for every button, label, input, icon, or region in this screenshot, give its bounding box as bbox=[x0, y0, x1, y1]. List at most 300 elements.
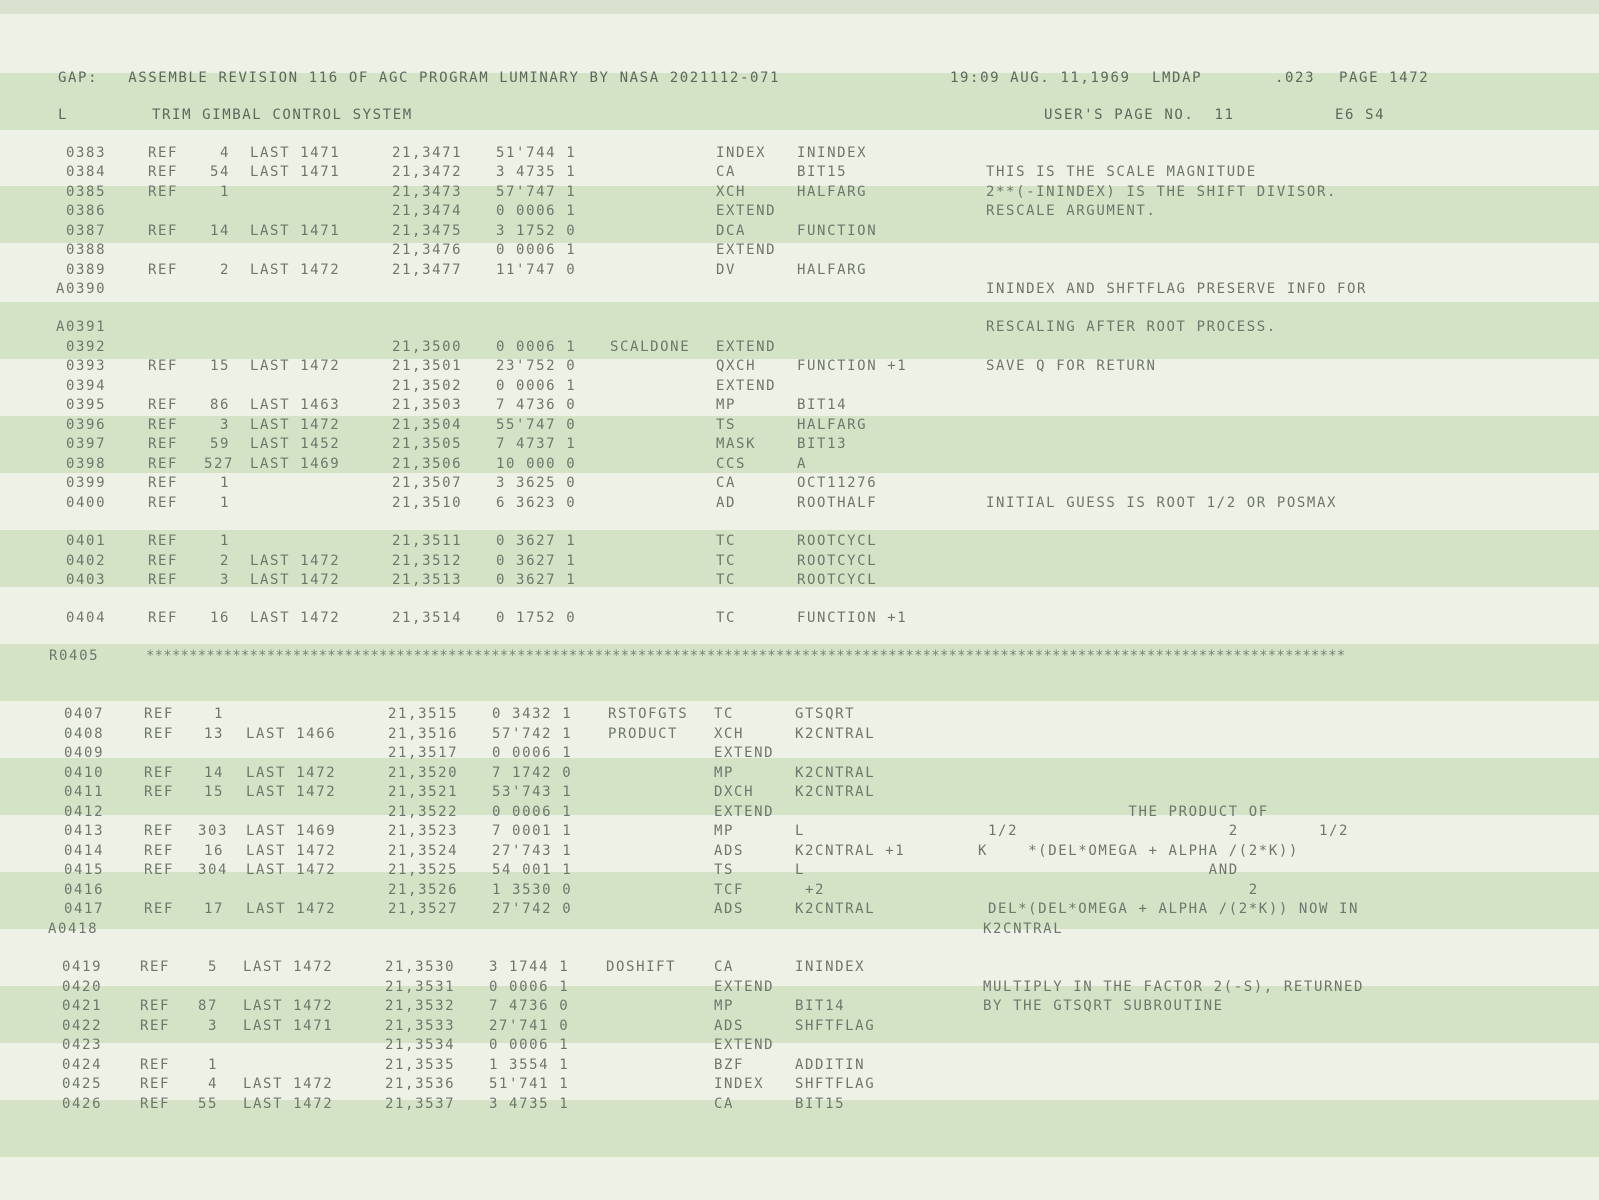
last-ref: LAST 1471 bbox=[250, 164, 341, 180]
operand: BIT15 bbox=[797, 164, 848, 180]
opcode: DV bbox=[716, 261, 737, 278]
memory-address: 21,3473 bbox=[392, 183, 463, 200]
last-ref: LAST 1472 bbox=[246, 764, 337, 781]
listing-row bbox=[0, 861, 1599, 881]
asterisk-separator: ******************************************************************************************************************************************* bbox=[146, 648, 1346, 664]
section-title: TRIM GIMBAL CONTROL SYSTEM bbox=[152, 107, 413, 123]
listing-row bbox=[0, 705, 1599, 725]
line-number: 0424 bbox=[62, 1056, 103, 1073]
opcode: EXTEND bbox=[716, 203, 777, 219]
memory-address: 21,3472 bbox=[392, 164, 463, 180]
memory-address: 21,3474 bbox=[392, 203, 463, 219]
listing-row bbox=[0, 532, 1599, 552]
ref-keyword: REF bbox=[144, 764, 175, 781]
opcode: EXTEND bbox=[714, 1037, 775, 1053]
opcode: MP bbox=[714, 764, 735, 781]
octal-code: 51'741 1 bbox=[489, 1076, 570, 1092]
octal-code: 0 0006 1 bbox=[492, 803, 573, 820]
operand: BIT14 bbox=[795, 998, 846, 1014]
line-number: 0384 bbox=[66, 164, 107, 180]
listing-row bbox=[0, 1056, 1599, 1076]
ref-keyword: REF bbox=[144, 901, 175, 917]
opcode: TC bbox=[714, 706, 735, 722]
operand: BIT15 bbox=[795, 1095, 846, 1112]
line-number: 0392 bbox=[66, 338, 107, 355]
opcode: AD bbox=[716, 494, 737, 511]
ref-count: 303 bbox=[198, 823, 229, 839]
memory-address: 21,3517 bbox=[388, 745, 459, 761]
operand: +2 bbox=[795, 881, 826, 898]
ref-count: 5 bbox=[207, 959, 218, 975]
last-ref: LAST 1469 bbox=[250, 455, 341, 472]
ref-keyword: REF bbox=[148, 358, 179, 374]
line-number: 0402 bbox=[66, 552, 107, 569]
ref-count: 1 bbox=[219, 494, 230, 511]
operand: A bbox=[797, 455, 808, 472]
ref-count: 15 bbox=[203, 784, 224, 800]
memory-address: 21,3532 bbox=[385, 998, 456, 1014]
memory-address: 21,3510 bbox=[392, 494, 463, 511]
line-number: 0426 bbox=[62, 1095, 103, 1112]
comment: K *(DEL*OMEGA + ALPHA /(2*K)) bbox=[978, 842, 1299, 859]
listing-row bbox=[0, 435, 1599, 455]
listing-row bbox=[0, 552, 1599, 572]
opcode: CA bbox=[714, 1095, 735, 1112]
line-number: 0421 bbox=[62, 998, 103, 1014]
operand: SHFTFLAG bbox=[795, 1017, 876, 1034]
operand: ROOTCYCL bbox=[797, 552, 878, 569]
ref-keyword: REF bbox=[144, 842, 175, 859]
memory-address: 21,3522 bbox=[388, 803, 459, 820]
line-number: 0399 bbox=[66, 475, 107, 491]
page-number: PAGE 1472 bbox=[1339, 70, 1430, 86]
memory-address: 21,3521 bbox=[388, 784, 459, 800]
listing-row bbox=[0, 357, 1599, 377]
revision-code: E6 S4 bbox=[1335, 107, 1386, 123]
octal-code: 0 0006 1 bbox=[496, 377, 577, 394]
ref-keyword: REF bbox=[148, 494, 179, 511]
last-ref: LAST 1472 bbox=[246, 901, 337, 917]
line-number: 0398 bbox=[66, 455, 107, 472]
listing-row bbox=[0, 261, 1599, 281]
line-number: 0386 bbox=[66, 203, 107, 219]
line-number: 0420 bbox=[62, 978, 103, 995]
operand: K2CNTRAL bbox=[795, 784, 876, 800]
octal-code: 0 3627 1 bbox=[496, 552, 577, 569]
listing-row bbox=[0, 1095, 1599, 1115]
last-ref: LAST 1472 bbox=[246, 862, 337, 878]
ref-keyword: REF bbox=[148, 533, 179, 549]
ref-count: 13 bbox=[203, 725, 224, 742]
octal-code: 0 3627 1 bbox=[496, 572, 577, 588]
octal-code: 0 0006 1 bbox=[492, 745, 573, 761]
ref-count: 17 bbox=[203, 901, 224, 917]
line-number: 0425 bbox=[62, 1076, 103, 1092]
memory-address: 21,3537 bbox=[385, 1095, 456, 1112]
comment: RESCALING AFTER ROOT PROCESS. bbox=[986, 319, 1277, 335]
operand: ININDEX bbox=[795, 959, 866, 975]
comment: 1/2 2 1/2 bbox=[978, 823, 1350, 839]
ref-keyword: REF bbox=[144, 706, 175, 722]
ref-count: 59 bbox=[209, 436, 230, 452]
comment: INITIAL GUESS IS ROOT 1/2 OR POSMAX bbox=[986, 494, 1338, 511]
ref-keyword: REF bbox=[148, 183, 179, 200]
listing-row bbox=[0, 222, 1599, 242]
line-number: 0394 bbox=[66, 377, 107, 394]
line-number: 0385 bbox=[66, 183, 107, 200]
operand: ROOTCYCL bbox=[797, 572, 878, 588]
comment: ININDEX AND SHFTFLAG PRESERVE INFO FOR bbox=[986, 281, 1368, 297]
line-number: 0411 bbox=[64, 784, 105, 800]
ref-keyword: REF bbox=[140, 1017, 171, 1034]
ref-count: 14 bbox=[209, 222, 230, 239]
line-number: 0409 bbox=[64, 745, 105, 761]
opcode: INDEX bbox=[716, 144, 767, 161]
program-code: .023 bbox=[1275, 70, 1316, 86]
opcode: CA bbox=[716, 164, 737, 180]
listing-row bbox=[0, 1017, 1599, 1037]
octal-code: 54 001 1 bbox=[492, 862, 573, 878]
ref-count: 3 bbox=[219, 416, 230, 433]
listing-header bbox=[0, 69, 1599, 89]
listing-row bbox=[0, 377, 1599, 397]
opcode: XCH bbox=[716, 183, 747, 200]
octal-code: 7 4736 0 bbox=[489, 998, 570, 1014]
listing-row bbox=[0, 280, 1599, 300]
octal-code: 1 3530 0 bbox=[492, 881, 573, 898]
octal-code: 3 4735 1 bbox=[489, 1095, 570, 1112]
memory-address: 21,3536 bbox=[385, 1076, 456, 1092]
line-number: 0414 bbox=[64, 842, 105, 859]
line-number: R0405 bbox=[49, 648, 100, 664]
line-number: 0388 bbox=[66, 242, 107, 258]
operand: FUNCTION bbox=[797, 222, 878, 239]
line-number: A0391 bbox=[56, 319, 107, 335]
line-number: 0396 bbox=[66, 416, 107, 433]
operand: GTSQRT bbox=[795, 706, 856, 722]
memory-address: 21,3501 bbox=[392, 358, 463, 374]
ref-count: 527 bbox=[204, 455, 235, 472]
memory-address: 21,3534 bbox=[385, 1037, 456, 1053]
memory-address: 21,3476 bbox=[392, 242, 463, 258]
listing-row bbox=[0, 609, 1599, 629]
comment: K2CNTRAL bbox=[983, 920, 1064, 937]
comment: RESCALE ARGUMENT. bbox=[986, 203, 1157, 219]
opcode: TS bbox=[714, 862, 735, 878]
listing-row bbox=[0, 920, 1599, 940]
ref-count: 304 bbox=[198, 862, 229, 878]
ref-keyword: REF bbox=[148, 436, 179, 452]
line-number: 0400 bbox=[66, 494, 107, 511]
opcode: XCH bbox=[714, 725, 745, 742]
ref-count: 1 bbox=[207, 1056, 218, 1073]
listing-row bbox=[0, 822, 1599, 842]
last-ref: LAST 1472 bbox=[246, 784, 337, 800]
line-number: 0423 bbox=[62, 1037, 103, 1053]
listing-row bbox=[0, 396, 1599, 416]
last-ref: LAST 1472 bbox=[243, 998, 334, 1014]
opcode: EXTEND bbox=[716, 338, 777, 355]
symbol-label: PRODUCT bbox=[608, 725, 679, 742]
line-number: 0393 bbox=[66, 358, 107, 374]
operand: BIT14 bbox=[797, 397, 848, 413]
line-number: 0397 bbox=[66, 436, 107, 452]
assembly-title: GAP: ASSEMBLE REVISION 116 OF AGC PROGRAM LUMINARY BY NASA 2021112-071 bbox=[58, 70, 781, 86]
ref-count: 16 bbox=[209, 610, 230, 626]
octal-code: 27'742 0 bbox=[492, 901, 573, 917]
listing-row bbox=[0, 241, 1599, 261]
ref-count: 4 bbox=[219, 144, 230, 161]
operand: BIT13 bbox=[797, 436, 848, 452]
ref-count: 1 bbox=[213, 706, 224, 722]
line-number: 0387 bbox=[66, 222, 107, 239]
opcode: DCA bbox=[716, 222, 747, 239]
opcode: TS bbox=[716, 416, 737, 433]
operand: OCT11276 bbox=[797, 475, 878, 491]
last-ref: LAST 1472 bbox=[246, 842, 337, 859]
opcode: CA bbox=[716, 475, 737, 491]
ref-count: 1 bbox=[219, 475, 230, 491]
ref-keyword: REF bbox=[148, 416, 179, 433]
memory-address: 21,3505 bbox=[392, 436, 463, 452]
opcode: TC bbox=[716, 552, 737, 569]
operand: FUNCTION +1 bbox=[797, 610, 908, 626]
memory-address: 21,3535 bbox=[385, 1056, 456, 1073]
octal-code: 0 3627 1 bbox=[496, 533, 577, 549]
line-number: 0407 bbox=[64, 706, 105, 722]
memory-address: 21,3525 bbox=[388, 862, 459, 878]
ref-count: 14 bbox=[203, 764, 224, 781]
opcode: MASK bbox=[716, 436, 757, 452]
line-number: 0389 bbox=[66, 261, 107, 278]
listing-row bbox=[0, 494, 1599, 514]
memory-address: 21,3520 bbox=[388, 764, 459, 781]
last-ref: LAST 1472 bbox=[243, 959, 334, 975]
listing-row bbox=[0, 163, 1599, 183]
octal-code: 7 0001 1 bbox=[492, 823, 573, 839]
operand: ADDITIN bbox=[795, 1056, 866, 1073]
operand: L bbox=[795, 862, 806, 878]
opcode: DXCH bbox=[714, 784, 755, 800]
line-number: 0419 bbox=[62, 959, 103, 975]
memory-address: 21,3515 bbox=[388, 706, 459, 722]
operand: ROOTCYCL bbox=[797, 533, 878, 549]
opcode: CA bbox=[714, 959, 735, 975]
listing-row bbox=[0, 318, 1599, 338]
line-number: 0413 bbox=[64, 823, 105, 839]
ref-keyword: REF bbox=[140, 959, 171, 975]
opcode: MP bbox=[716, 397, 737, 413]
comment: THE PRODUCT OF bbox=[978, 803, 1269, 820]
octal-code: 27'741 0 bbox=[489, 1017, 570, 1034]
operand: K2CNTRAL bbox=[795, 725, 876, 742]
opcode: MP bbox=[714, 998, 735, 1014]
ref-count: 3 bbox=[219, 572, 230, 588]
comment: BY THE GTSQRT SUBROUTINE bbox=[983, 998, 1224, 1014]
memory-address: 21,3533 bbox=[385, 1017, 456, 1034]
octal-code: 3 1744 1 bbox=[489, 959, 570, 975]
last-ref: LAST 1471 bbox=[250, 144, 341, 161]
octal-code: 27'743 1 bbox=[492, 842, 573, 859]
ref-keyword: REF bbox=[148, 261, 179, 278]
line-number: 0415 bbox=[64, 862, 105, 878]
comment: 2 bbox=[978, 881, 1259, 898]
listing-row bbox=[0, 725, 1599, 745]
memory-address: 21,3475 bbox=[392, 222, 463, 239]
line-number: 0416 bbox=[64, 881, 105, 898]
comment: THIS IS THE SCALE MAGNITUDE bbox=[986, 164, 1257, 180]
memory-address: 21,3512 bbox=[392, 552, 463, 569]
last-ref: LAST 1472 bbox=[250, 552, 341, 569]
symbol-label: DOSHIFT bbox=[606, 959, 677, 975]
ref-count: 86 bbox=[209, 397, 230, 413]
ref-keyword: REF bbox=[148, 572, 179, 588]
last-ref: LAST 1452 bbox=[250, 436, 341, 452]
octal-code: 3 4735 1 bbox=[496, 164, 577, 180]
listing-row bbox=[0, 803, 1599, 823]
last-ref: LAST 1471 bbox=[250, 222, 341, 239]
separator-row bbox=[0, 647, 1599, 667]
opcode: EXTEND bbox=[714, 803, 775, 820]
symbol-label: SCALDONE bbox=[610, 338, 691, 355]
memory-address: 21,3524 bbox=[388, 842, 459, 859]
opcode: INDEX bbox=[714, 1076, 765, 1092]
listing-row bbox=[0, 416, 1599, 436]
opcode: ADS bbox=[714, 901, 745, 917]
octal-code: 0 0006 1 bbox=[489, 1037, 570, 1053]
memory-address: 21,3503 bbox=[392, 397, 463, 413]
opcode: TC bbox=[716, 572, 737, 588]
ref-keyword: REF bbox=[140, 1056, 171, 1073]
ref-count: 4 bbox=[207, 1076, 218, 1092]
ref-count: 16 bbox=[203, 842, 224, 859]
listing-subheader bbox=[0, 106, 1599, 126]
listing-row bbox=[0, 842, 1599, 862]
ref-count: 2 bbox=[219, 552, 230, 569]
operand: K2CNTRAL bbox=[795, 901, 876, 917]
operand: HALFARG bbox=[797, 416, 868, 433]
last-ref: LAST 1472 bbox=[250, 416, 341, 433]
last-ref: LAST 1472 bbox=[250, 572, 341, 588]
octal-code: 6 3623 0 bbox=[496, 494, 577, 511]
memory-address: 21,3526 bbox=[388, 881, 459, 898]
opcode: EXTEND bbox=[714, 745, 775, 761]
line-number: 0417 bbox=[64, 901, 105, 917]
octal-code: 7 4736 0 bbox=[496, 397, 577, 413]
memory-address: 21,3513 bbox=[392, 572, 463, 588]
ref-keyword: REF bbox=[148, 552, 179, 569]
line-number: 0408 bbox=[64, 725, 105, 742]
memory-address: 21,3500 bbox=[392, 338, 463, 355]
last-ref: LAST 1466 bbox=[246, 725, 337, 742]
section-marker: L bbox=[58, 107, 69, 123]
comment: DEL*(DEL*OMEGA + ALPHA /(2*K)) NOW IN bbox=[978, 901, 1360, 917]
last-ref: LAST 1472 bbox=[243, 1076, 334, 1092]
last-ref: LAST 1472 bbox=[243, 1095, 334, 1112]
opcode: EXTEND bbox=[716, 377, 777, 394]
line-number: 0412 bbox=[64, 803, 105, 820]
operand: K2CNTRAL bbox=[795, 764, 876, 781]
ref-count: 55 bbox=[197, 1095, 218, 1112]
last-ref: LAST 1472 bbox=[250, 358, 341, 374]
comment: MULTIPLY IN THE FACTOR 2(-S), RETURNED bbox=[983, 978, 1365, 995]
line-number: 0401 bbox=[66, 533, 107, 549]
octal-code: 0 0006 1 bbox=[489, 978, 570, 995]
memory-address: 21,3514 bbox=[392, 610, 463, 626]
octal-code: 11'747 0 bbox=[496, 261, 577, 278]
memory-address: 21,3507 bbox=[392, 475, 463, 491]
user-page-number: USER'S PAGE NO. 11 bbox=[1044, 107, 1235, 123]
opcode: TCF bbox=[714, 881, 745, 898]
listing-row bbox=[0, 202, 1599, 222]
memory-address: 21,3502 bbox=[392, 377, 463, 394]
operand: HALFARG bbox=[797, 261, 868, 278]
last-ref: LAST 1469 bbox=[246, 823, 337, 839]
line-number: 0383 bbox=[66, 144, 107, 161]
opcode: QXCH bbox=[716, 358, 757, 374]
octal-code: 1 3554 1 bbox=[489, 1056, 570, 1073]
octal-code: 57'742 1 bbox=[492, 725, 573, 742]
listing-row bbox=[0, 571, 1599, 591]
octal-code: 0 0006 1 bbox=[496, 203, 577, 219]
opcode: ADS bbox=[714, 842, 745, 859]
listing-row bbox=[0, 1075, 1599, 1095]
print-timestamp: 19:09 AUG. 11,1969 bbox=[950, 70, 1131, 86]
octal-code: 0 1752 0 bbox=[496, 610, 577, 626]
memory-address: 21,3530 bbox=[385, 959, 456, 975]
ref-keyword: REF bbox=[148, 397, 179, 413]
listing-row bbox=[0, 144, 1599, 164]
octal-code: 3 1752 0 bbox=[496, 222, 577, 239]
operand: ROOTHALF bbox=[797, 494, 878, 511]
operand: ININDEX bbox=[797, 144, 868, 161]
memory-address: 21,3511 bbox=[392, 533, 463, 549]
ref-keyword: REF bbox=[148, 455, 179, 472]
listing-row bbox=[0, 958, 1599, 978]
memory-address: 21,3527 bbox=[388, 901, 459, 917]
listing-row bbox=[0, 183, 1599, 203]
line-number: A0390 bbox=[56, 281, 107, 297]
operand: HALFARG bbox=[797, 183, 868, 200]
listing-row bbox=[0, 474, 1599, 494]
octal-code: 7 4737 1 bbox=[496, 436, 577, 452]
listing-row bbox=[0, 881, 1599, 901]
ref-keyword: REF bbox=[148, 222, 179, 239]
listing-row bbox=[0, 900, 1599, 920]
comment: SAVE Q FOR RETURN bbox=[986, 358, 1157, 374]
ref-keyword: REF bbox=[144, 784, 175, 800]
operand: SHFTFLAG bbox=[795, 1076, 876, 1092]
octal-code: 0 0006 1 bbox=[496, 242, 577, 258]
comment: AND bbox=[978, 862, 1239, 878]
ref-keyword: REF bbox=[148, 610, 179, 626]
line-number: 0403 bbox=[66, 572, 107, 588]
ref-count: 1 bbox=[219, 183, 230, 200]
listing-row bbox=[0, 1036, 1599, 1056]
ref-keyword: REF bbox=[144, 862, 175, 878]
comment: 2**(-ININDEX) IS THE SHIFT DIVISOR. bbox=[986, 183, 1338, 200]
memory-address: 21,3531 bbox=[385, 978, 456, 995]
octal-code: 23'752 0 bbox=[496, 358, 577, 374]
line-number: 0410 bbox=[64, 764, 105, 781]
octal-code: 7 1742 0 bbox=[492, 764, 573, 781]
listing-row bbox=[0, 978, 1599, 998]
line-number: A0418 bbox=[48, 920, 99, 937]
ref-keyword: REF bbox=[148, 144, 179, 161]
ref-count: 2 bbox=[219, 261, 230, 278]
ref-keyword: REF bbox=[144, 823, 175, 839]
ref-count: 54 bbox=[209, 164, 230, 180]
